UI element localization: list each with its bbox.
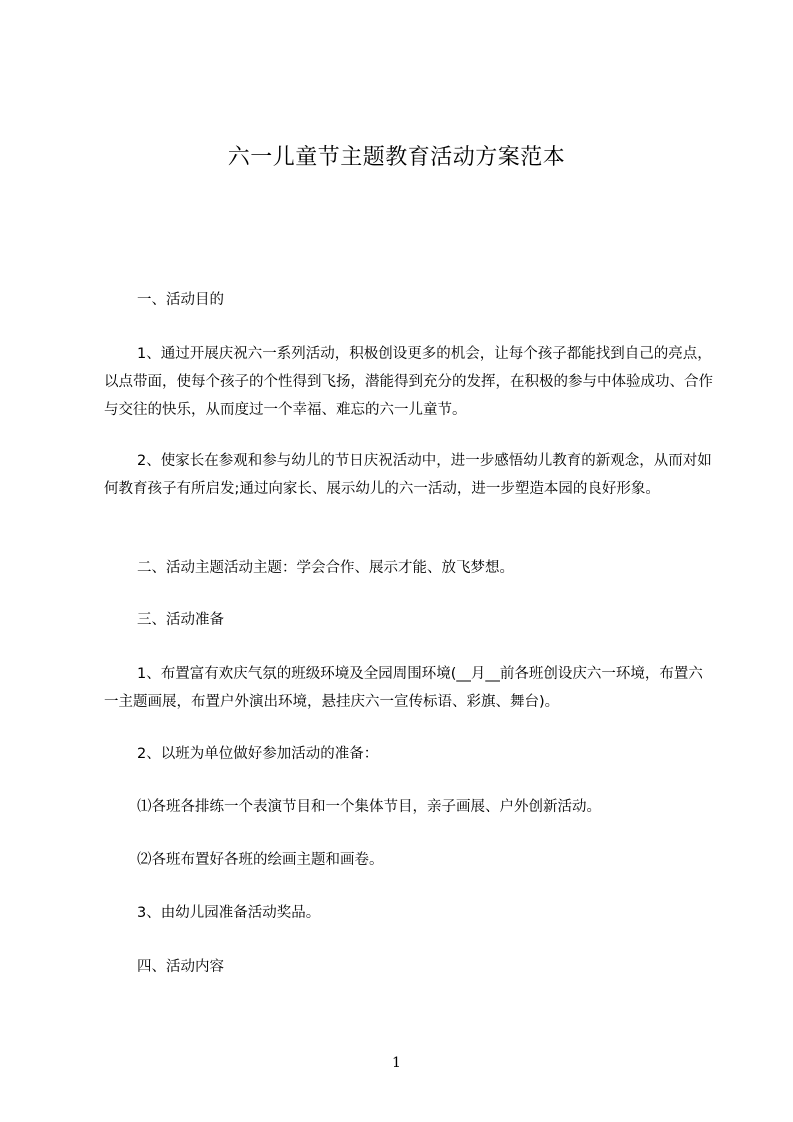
document-title: 六一儿童节主题教育活动方案范本: [227, 145, 566, 170]
section-heading-preparation: 三、活动准备: [137, 612, 224, 628]
page-number: 1: [392, 1055, 401, 1071]
paragraph-preparation-2-2: ⑵各班布置好各班的绘画主题和画卷。: [137, 852, 384, 868]
paragraph-preparation-2-1: ⑴各班各排练一个表演节目和一个集体节目，亲子画展、户外创新活动。: [137, 799, 601, 815]
section-heading-purpose: 一、活动目的: [137, 292, 224, 308]
section-heading-theme: 二、活动主题活动主题：学会合作、展示才能、放飞梦想。: [137, 560, 514, 576]
paragraph-purpose-1: 1、通过开展庆祝六一系列活动，积极创设更多的机会，让每个孩子都能找到自己的亮点，以点带面，使每个孩子的个性得到飞扬，潜能得到充分的发挥，在积极的参与中体验成功、合作与交往的快乐，从而度过一个幸福、难忘的六一儿童节。: [104, 346, 713, 418]
paragraph-preparation-2: 2、以班为单位做好参加活动的准备：: [137, 746, 379, 762]
paragraph-preparation-1: 1、布置富有欢庆气氛的班级环境及全园周围环境(__月__前各班创设庆六一环境，布置六一主题画展，布置户外演出环境，悬挂庆六一宣传标语、彩旗、舞台)。: [104, 666, 703, 710]
paragraph-purpose-2: 2、使家长在参观和参与幼儿的节日庆祝活动中，进一步感悟幼儿教育的新观念，从而对如何教育孩子有所启发;通过向家长、展示幼儿的六一活动，进一步塑造本园的良好形象。: [104, 453, 712, 497]
paragraph-preparation-3: 3、由幼儿园准备活动奖品。: [137, 905, 321, 921]
section-heading-content: 四、活动内容: [137, 959, 224, 975]
